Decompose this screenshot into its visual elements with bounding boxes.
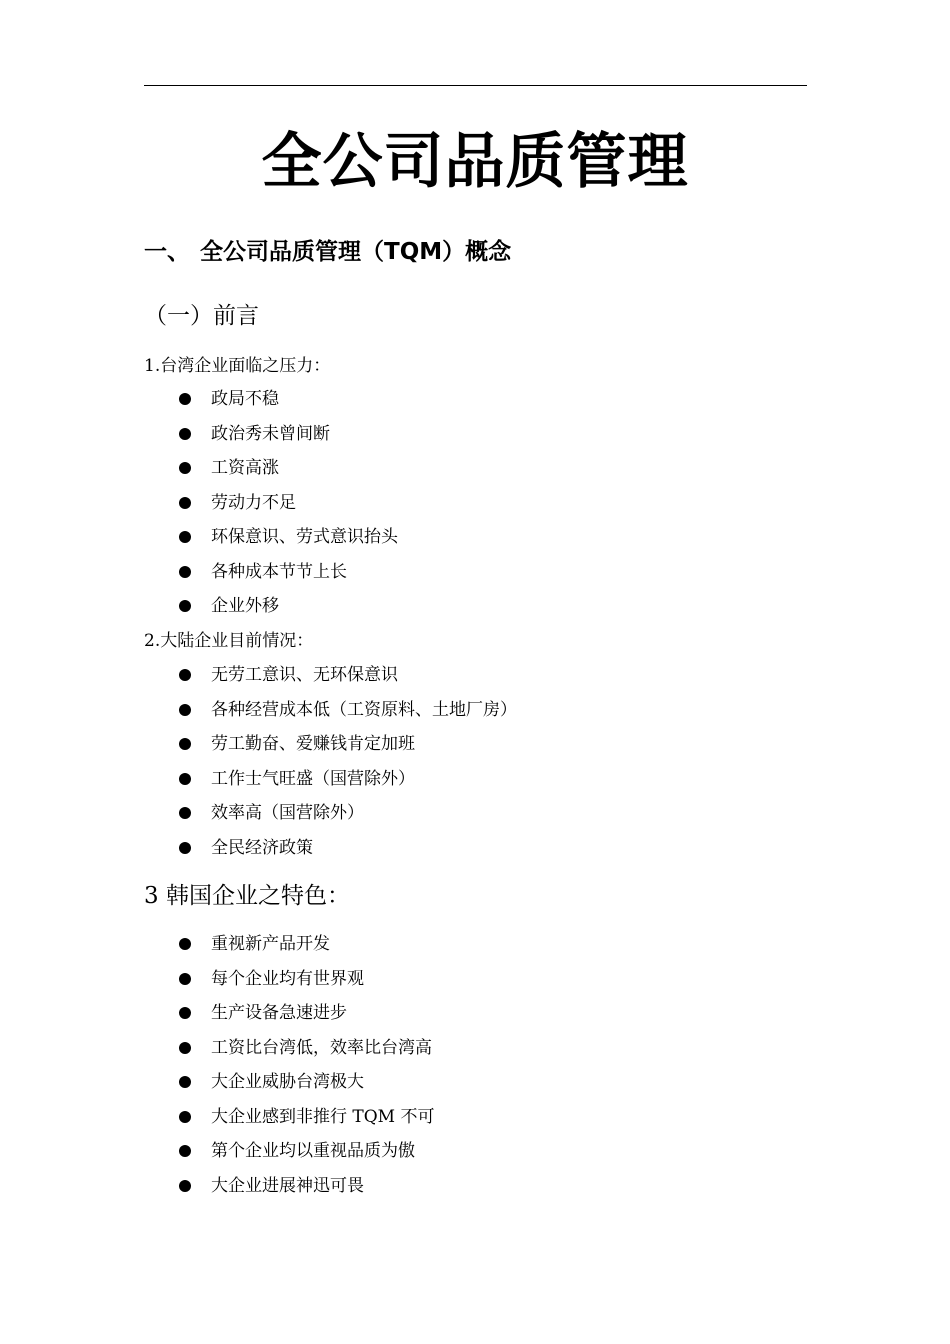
bullet-icon bbox=[179, 669, 191, 681]
bullet-icon bbox=[179, 807, 191, 819]
bullet-icon bbox=[179, 566, 191, 578]
bullet-icon bbox=[179, 842, 191, 854]
bullet-icon bbox=[179, 738, 191, 750]
bullet-icon bbox=[179, 393, 191, 405]
bullet-icon bbox=[179, 973, 191, 985]
bullet-icon bbox=[179, 773, 191, 785]
subsection-heading: （一）前言 bbox=[144, 303, 259, 329]
section-heading bbox=[144, 232, 511, 272]
header-rule bbox=[144, 85, 807, 86]
bullet-icon bbox=[179, 1076, 191, 1088]
group-heading-korea: 3 韩国企业之特色： bbox=[144, 883, 350, 909]
bullet-icon bbox=[179, 1145, 191, 1157]
document-title: 全公司品质管理 bbox=[261, 127, 689, 197]
bullet-icon bbox=[179, 1111, 191, 1123]
section-number: 一、 bbox=[144, 239, 190, 265]
bullet-icon bbox=[179, 497, 191, 509]
section-title: 全公司品质管理（TQM）概念 bbox=[200, 239, 512, 265]
bullet-icon bbox=[179, 938, 191, 950]
bullet-icon bbox=[179, 704, 191, 716]
bullet-icon bbox=[179, 1180, 191, 1192]
bullet-icon bbox=[179, 1042, 191, 1054]
bullet-icon bbox=[179, 1007, 191, 1019]
group-heading-taiwan: 1.台湾企业面临之压力： bbox=[144, 356, 331, 376]
bullet-icon bbox=[179, 428, 191, 440]
bullet-icon bbox=[179, 531, 191, 543]
bullet-icon bbox=[179, 462, 191, 474]
group-heading-mainland: 2.大陆企业目前情况： bbox=[144, 631, 314, 651]
bullet-icon bbox=[179, 600, 191, 612]
